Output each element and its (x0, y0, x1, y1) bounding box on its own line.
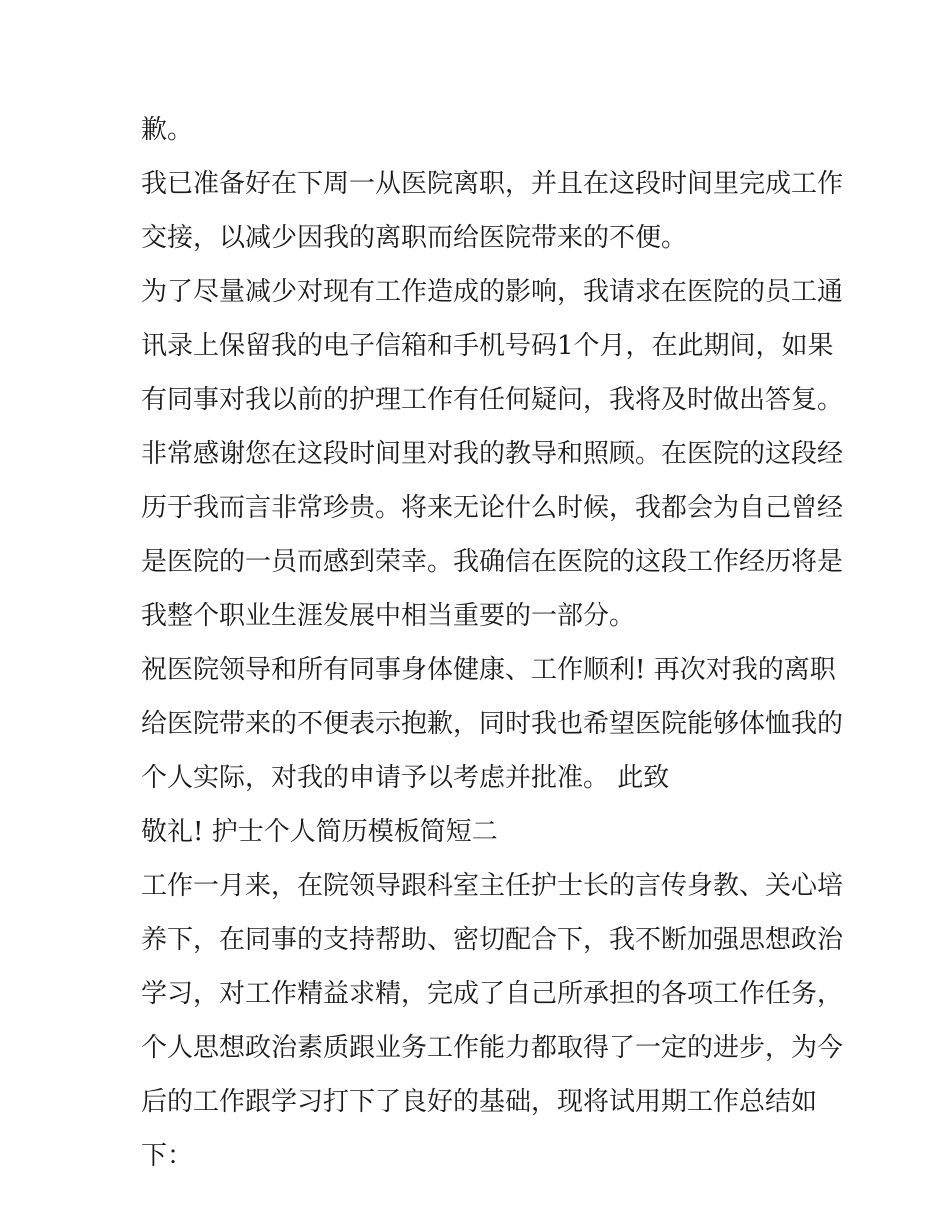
text-line: 有同事对我以前的护理工作有任何疑问，我将及时做出答复。 (141, 385, 844, 415)
text-line: 历于我而言非常珍贵。将来无论什么时候，我都会为自己曾经 (141, 493, 844, 523)
text-line: 讯录上保留我的电子信箱和手机号码1个月，在此期间，如果 (141, 331, 834, 361)
text-line: 给医院带来的不便表示抱歉，同时我也希望医院能够体恤我的 (141, 709, 844, 739)
text-line: 后的工作跟学习打下了良好的基础，现将试用期工作总结如 (141, 1087, 818, 1117)
text-line: 下： (141, 1141, 194, 1171)
text-line: 祝医院领导和所有同事身体健康、工作顺利! 再次对我的离职 (141, 655, 836, 685)
document-body (141, 103, 844, 1183)
text-line: 为了尽量减少对现有工作造成的影响，我请求在医院的员工通 (141, 277, 844, 307)
text-line: 歉。 (141, 115, 194, 145)
text-line: 个人思想政治素质跟业务工作能力都取得了一定的进步，为今 (141, 1033, 844, 1063)
text-line: 交接，以减少因我的离职而给医院带来的不便。 (141, 223, 688, 253)
text-line: 学习，对工作精益求精，完成了自己所承担的各项工作任务， (141, 979, 844, 1009)
heading-line: 敬礼! 护士个人简历模板简短二 (141, 817, 498, 847)
text-line: 我整个职业生涯发展中相当重要的一部分。 (141, 601, 636, 631)
text-line: 非常感谢您在这段时间里对我的教导和照顾。在医院的这段经 (141, 439, 844, 469)
text-line: 是医院的一员而感到荣幸。我确信在医院的这段工作经历将是 (141, 547, 844, 577)
text-line: 我已准备好在下周一从医院离职，并且在这段时间里完成工作 (141, 169, 844, 199)
text-line: 个人实际，对我的申请予以考虑并批准。 此致 (141, 763, 670, 793)
text-line: 养下，在同事的支持帮助、密切配合下，我不断加强思想政治 (141, 925, 844, 955)
text-line: 工作一月来，在院领导跟科室主任护士长的言传身教、关心培 (141, 871, 844, 901)
